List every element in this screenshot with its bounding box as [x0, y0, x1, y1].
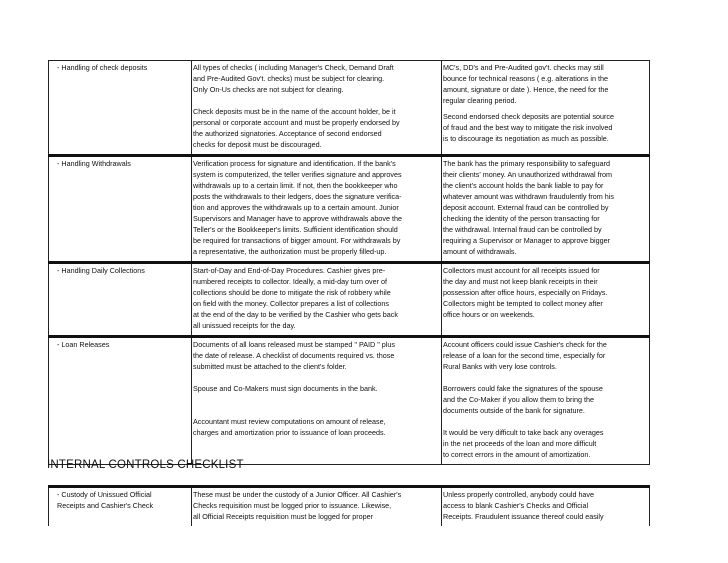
table-row: [49, 61, 650, 156]
section-heading: INTERNAL CONTROLS CHECKLIST: [47, 459, 244, 471]
row-title: - Handling Daily Collections: [49, 263, 192, 337]
table-row: [49, 156, 650, 263]
row-risk: Account officers could issue Cashier's check for the release of a loan for the second time, especially for Rural Banks with very lose controls. Borrowers could fake the signatures of the spouse and the Co-Maker if you allow them to bring the documents outside of the bank for signature. It would be very difficult to take back any overages in the net proceeds of the loan and more difficult to correct errors in the amount of amortization.: [442, 337, 650, 465]
row-control: All types of checks ( including Manager's Check, Demand Draft and Pre-Audited Gov't. checks) must be subject for clearing. Only On-Us checks are not subject for clearing. Check deposits must be in the name of the account holder, be it personal or corporate account and must be properly endorsed by the authorized signatories. Acceptance of second endorsed checks for deposit must be discouraged.: [192, 61, 442, 156]
row-risk: Collectors must account for all receipts issued for the day and must not keep blank receipts in their possession after office hours, especially on Fridays. Collectors might be tempted to collect money after office hours or on weekends.: [442, 263, 650, 337]
row-control: These must be under the custody of a Junior Officer. All Cashier's Checks requisition must be logged prior to issuance. Likewise, all Official Receipts requisition must be logged for proper: [192, 487, 442, 527]
table-row: [49, 263, 650, 337]
row-risk: MC's, DD's and Pre-Audited gov't. checks may still bounce for technical reasons ( e.g. alterations in the amount, signature or date ). Hence, the need for the regular clearing period. Second endorsed check deposits are potential source of fraud and the best way to mitigate the risk involved is to discourage its negotiation as much as possible.: [442, 61, 650, 156]
row-control: Documents of all loans released must be stamped " PAID " plus the date of release. A checklist of documents required vs. those submitted must be attached to the client's folder. Spouse and Co-Makers must sign documents in the bank. Accountant must review computations on amount of release, charges and amortization prior to issuance of loan proceeds.: [192, 337, 442, 465]
row-title: - Handling Withdrawals: [49, 156, 192, 263]
row-risk: Unless properly controlled, anybody could have access to blank Cashier's Checks and Official Receipts. Fraudulent issuance thereof could easily: [442, 487, 650, 527]
checklist-table: [48, 485, 650, 526]
row-title: - Loan Releases: [49, 337, 192, 465]
row-title: - Handling of check deposits: [49, 61, 192, 156]
table-row: [49, 337, 650, 465]
row-control: Verification process for signature and identification. If the bank's system is computerized, the teller verifies signature and approves withdrawals up to a certain limit. If not, then the bookkeeper who posts the withdrawals to their ledgers, does the signature verifica- tion and approves the withdrawals up to a certain amount. Junior Supervisors and Manager have to approve withdrawals above the Teller's or the Bookkeeper's limits. Sufficient identification should be required for transactions of bigger amount. For withdrawals by a representative, the authorization must be properly filled-up.: [192, 156, 442, 263]
row-risk: The bank has the primary responsibility to safeguard their clients' money. An unauthorized withdrawal from the client's account holds the bank liable to pay for whatever amount was withdrawn fraudulently from his deposit account. External fraud can be controlled by checking the identity of the person transacting for the withdrawal. Internal fraud can be controlled by requiring a Supervisor or Manager to approve bigger amount of withdrawals.: [442, 156, 650, 263]
row-title: - Custody of Unissued Official Receipts and Cashier's Check: [49, 487, 192, 527]
controls-table: [48, 60, 650, 465]
row-control: Start-of-Day and End-of-Day Procedures. Cashier gives pre- numbered receipts to collector. Ideally, a mid-day turn over of collections should be done to mitigate the risk of robbery while on field with the money. Collector prepares a list of collections at the end of the day to be verified by the Cashier who gets back all unissued receipts for the day.: [192, 263, 442, 337]
table-row: [49, 487, 650, 527]
